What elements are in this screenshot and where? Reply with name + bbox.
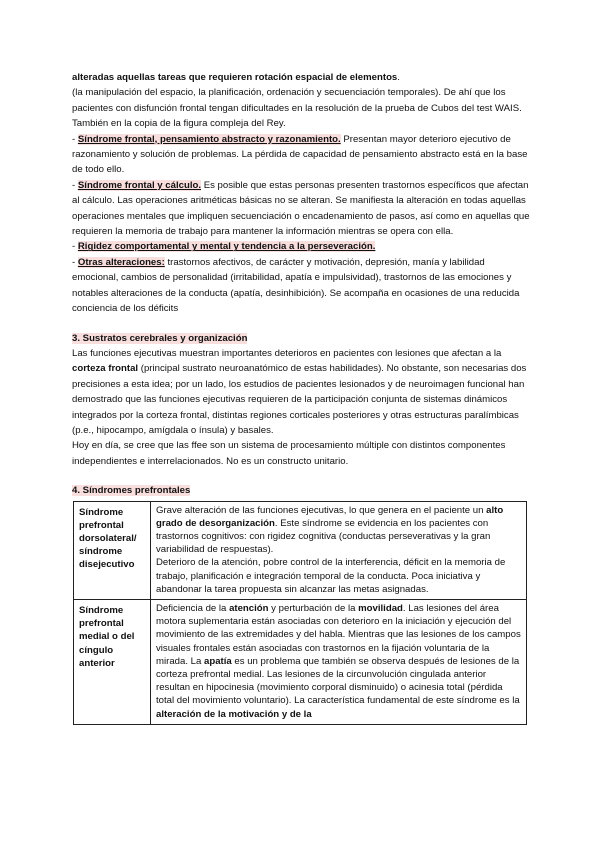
section3-heading-line bbox=[72, 331, 532, 346]
table-row-label: Síndrome prefrontal dorsolateral/ síndrome disejecutivo bbox=[74, 501, 151, 599]
list-item bbox=[72, 178, 532, 240]
row-text: y perturbación de la bbox=[268, 602, 359, 614]
row-text: es un problema que también se observa después de lesiones de la corteza prefrontal medial. Las lesiones de la circunvolución cingulada anterior resultan en hipocinesia (movimiento corporal disminuido) o acinesia total (pérdida total del movimiento voluntario). La característica fundamental de este síndrome es la bbox=[156, 655, 520, 707]
section3-bold-term: corteza frontal bbox=[72, 363, 139, 375]
table-row-description bbox=[151, 599, 527, 724]
bullet-prefix: - bbox=[72, 256, 78, 268]
syndromes-table bbox=[73, 501, 527, 725]
list-item bbox=[72, 132, 532, 178]
row-text: Deficiencia de la bbox=[156, 602, 230, 614]
item-title: Síndrome frontal y cálculo. bbox=[77, 179, 202, 191]
row-bold-term: atención bbox=[229, 602, 269, 614]
table-row-description bbox=[151, 501, 527, 599]
list-item bbox=[72, 255, 532, 317]
row-text: Deterioro de la atención, pobre control de la interferencia, déficit en la memoria de trabajo, planificación e integración temporal de la conducta. Poca iniciativa y abandonar la tarea propuesta sin alcanzar las metas asignadas. bbox=[156, 557, 506, 595]
bullet-prefix: - bbox=[72, 179, 78, 191]
section3-paragraph-2: Hoy en día, se cree que las ffee son un sistema de procesamiento múltiple con distintos componentes independientes e interrelacionados. No es un constructo unitario. bbox=[72, 440, 506, 467]
item-text: Presentan mayor deterioro ejecutivo de razonamiento y solución de problemas. La pérdida de capacidad de pensamiento abstracto está en la base de todo ello. bbox=[72, 133, 528, 176]
item-text: trastornos afectivos, de carácter y motivación, depresión, manía y labilidad emocional, cambios de personalidad (irritabilidad, apatía e impulsividad), trastornos de las emociones y notables alteraciones de la conducta (apatía, desinhibición). Se acompaña en ocasiones de una reducida conciencia de los déficits bbox=[72, 256, 520, 315]
bullet-prefix: - bbox=[72, 133, 78, 145]
intro-bold-end: . bbox=[397, 72, 400, 83]
item-title: Otras alteraciones: bbox=[77, 256, 165, 268]
intro-paragraph bbox=[72, 70, 532, 132]
intro-bold-line: alteradas aquellas tareas que requieren rotación espacial de elementos bbox=[72, 72, 398, 83]
intro-text: (la manipulación del espacio, la planificación, ordenación y secuenciación temporales). De ahí que los pacientes con disfunción frontal tengan dificultades en la resolución de la prueba de Cubos del test WAIS. También en la copia de la figura compleja del Rey. bbox=[72, 87, 522, 130]
row-text: . Las lesiones del área motora suplementaria están asociadas con deterioro en la iniciación y ejecución del movimiento de las extremidades y del habla. Mientras que las lesiones de los campos visuales frontales están asociadas con trastornos en la fijación voluntaria de la mirada. La bbox=[156, 602, 521, 667]
item-title: Síndrome frontal, pensamiento abstracto y razonamiento. bbox=[77, 133, 341, 145]
row-bold-term: alteración de la motivación y de la bbox=[156, 708, 312, 720]
item-title: Rigidez comportamental y mental y tendencia a la perseveración. bbox=[77, 241, 376, 253]
row-bold-term: alto grado de desorganización bbox=[156, 504, 504, 529]
section4-heading-line bbox=[72, 483, 532, 498]
section3-paragraph bbox=[72, 346, 532, 438]
table-row bbox=[74, 501, 527, 599]
list-item bbox=[72, 239, 532, 254]
row-text: . Este síndrome se evidencia en los pacientes con trastornos cognitivos: con rigidez cognitiva (conductas perseverativas y la gran variabilidad de respuestas). bbox=[156, 517, 491, 556]
row-bold-term: movilidad bbox=[358, 602, 403, 614]
bullet-prefix: - bbox=[72, 241, 78, 253]
table-row-label: Síndrome prefrontal medial o del cíngulo anterior bbox=[74, 599, 151, 724]
item-text: Es posible que estas personas presenten trastornos específicos que afectan al cálculo. Las operaciones aritméticas básicas no se alteran. Se manifiesta la alteración en todas aquellas operaciones mentales que impliquen secuenciación o encadenamiento de pasos, así como en aquellas que requieren la memoria de trabajo para mantener la información mientras se opera con ella. bbox=[72, 179, 530, 238]
row-text: Grave alteración de las funciones ejecutivas, lo que genera en el paciente un bbox=[156, 504, 487, 516]
document-page bbox=[72, 70, 532, 725]
section3-text-c: (principal sustrato neuroanatómico de estas habilidades). No obstante, son necesarias dos precisiones a esta idea; por un lado, los estudios de pacientes lesionados y de neuroimagen funcional han demostrado que las funciones ejecutivas requieren de la participación conjunta de sistemas dinámicos integrados por la corteza frontal, distintas regiones corticales posteriores y otras estructuras paralímbicas (p.e., hipocampo, amígdala o ínsula) y basales. bbox=[72, 363, 527, 436]
section3-text-a: Las funciones ejecutivas muestran importantes deterioros en pacientes con lesiones que afectan a la bbox=[72, 347, 502, 359]
section-heading: 4. Síndromes prefrontales bbox=[72, 485, 191, 497]
section-heading: 3. Sustratos cerebrales y organización bbox=[72, 332, 248, 344]
row-bold-term: apatía bbox=[204, 655, 232, 667]
table-row bbox=[74, 599, 527, 724]
